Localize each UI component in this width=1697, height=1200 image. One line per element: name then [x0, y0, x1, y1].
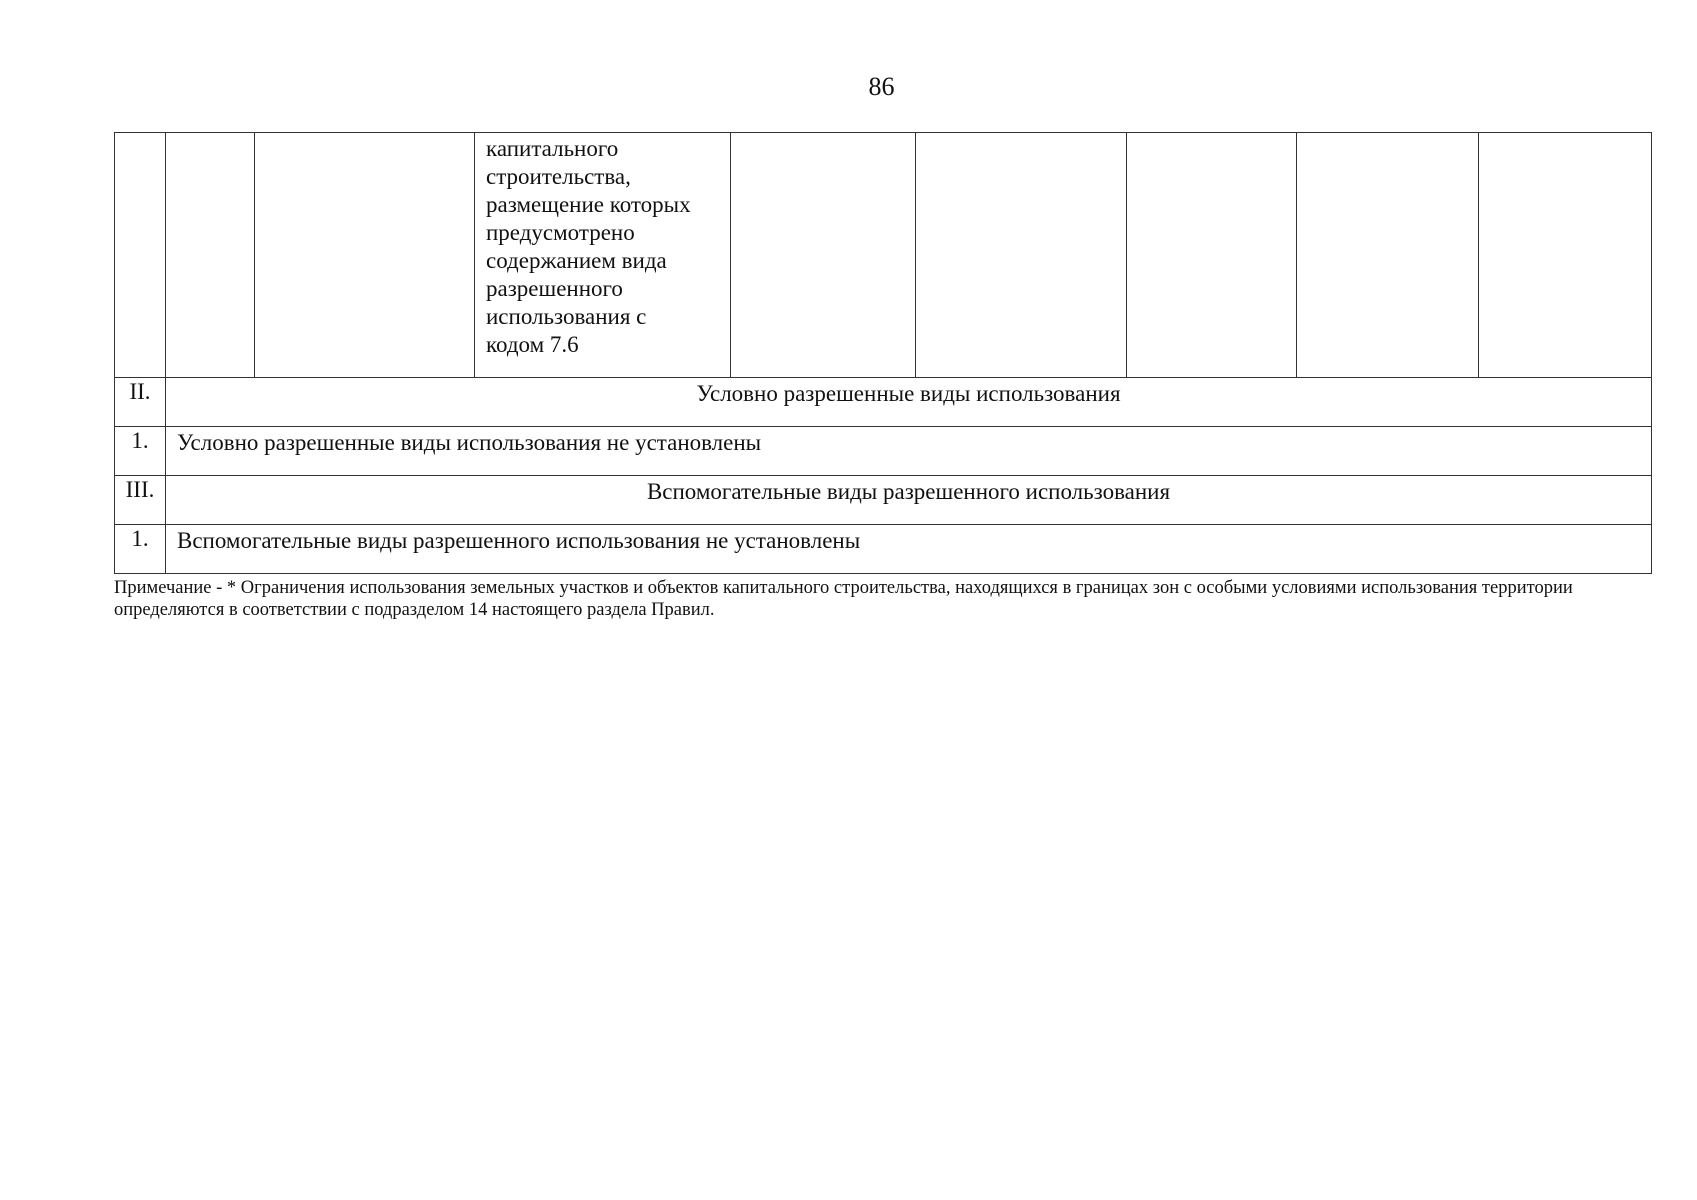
land-use-table: [114, 132, 1652, 574]
table-row-continued: [115, 133, 1652, 378]
page-number: 86: [868, 72, 895, 101]
table-cell-empty: [731, 133, 916, 378]
table-cell-empty: [1127, 133, 1297, 378]
table-cell-empty: [255, 133, 475, 378]
table-cell-empty: [1297, 133, 1479, 378]
item-text: Вспомогательные виды разрешенного использования не установлены: [177, 528, 861, 553]
section-title: Условно разрешенные виды использования: [696, 381, 1121, 406]
section-title-cell: [166, 378, 1652, 427]
item-text-cell: [166, 525, 1652, 574]
section-header-row: [115, 378, 1652, 427]
item-text: Условно разрешенные виды использования не установлены: [177, 430, 762, 455]
section-number: III.: [115, 476, 166, 525]
section-item-row: [115, 427, 1652, 476]
item-text-cell: [166, 427, 1652, 476]
table-cell-description: [475, 133, 731, 378]
table-cell-empty: [1479, 133, 1652, 378]
section-title: Вспомогательные виды разрешенного использования: [646, 479, 1171, 504]
footnote: Примечание - * Ограничения использования земельных участков и объектов капитального строительства, находящихся в границах зон с особыми условиями использования территории определяются в соответствии с подразделом 14 настоящего раздела Правил.: [114, 578, 1573, 620]
table-cell-empty: [166, 133, 255, 378]
section-number: II.: [115, 378, 166, 427]
section-item-row: [115, 525, 1652, 574]
item-number: 1.: [115, 427, 166, 476]
item-number: 1.: [115, 525, 166, 574]
section-header-row: [115, 476, 1652, 525]
table-cell-empty: [916, 133, 1127, 378]
section-title-cell: [166, 476, 1652, 525]
table-cell-empty: [115, 133, 166, 378]
continued-description-text: капитального строительства, размещение которых предусмотрено содержанием вида разрешенного использования с кодом 7.6: [486, 136, 691, 357]
